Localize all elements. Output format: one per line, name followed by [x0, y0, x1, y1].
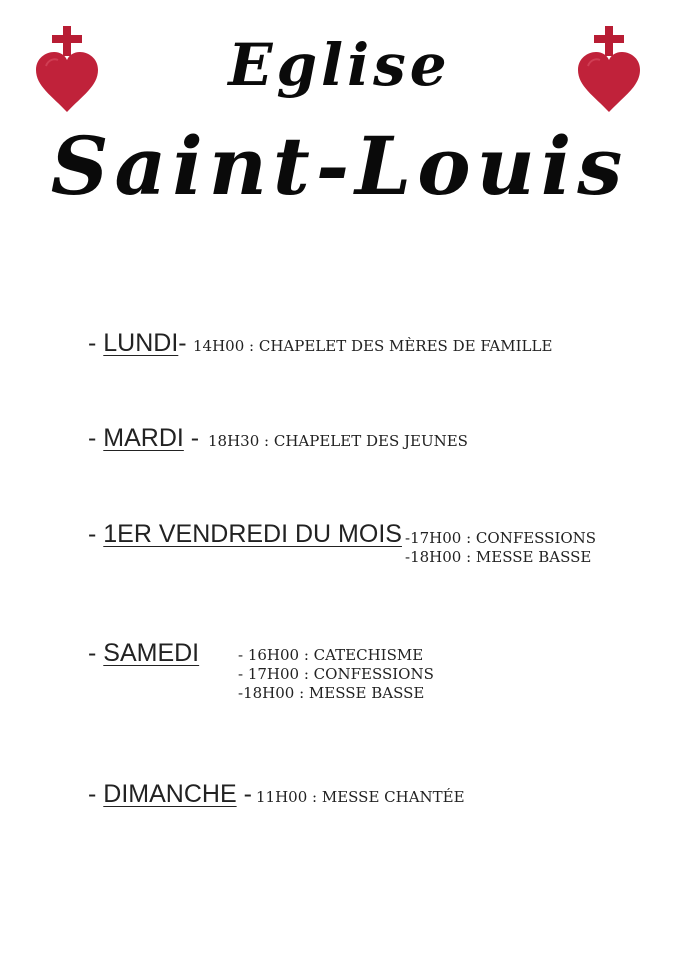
day-label: 1ER VENDREDI DU MOIS: [103, 520, 402, 548]
time-entry: -18H00 : MESSE BASSE: [405, 548, 592, 566]
row-suffix: -: [178, 329, 187, 357]
day-label: SAMEDI: [103, 639, 200, 667]
schedule-row-lundi: [88, 329, 187, 358]
time-entry: 11H00 : MESSE CHANTÉE: [256, 788, 465, 806]
time-entry: -17H00 : CONFESSIONS: [405, 529, 597, 547]
time-entry: 18H30 : CHAPELET DES JEUNES: [208, 432, 468, 450]
day-label: MARDI: [103, 424, 184, 452]
schedule-times-dimanche: [256, 788, 465, 807]
time-entry: - 17H00 : CONFESSIONS: [238, 665, 434, 683]
time-entry: -18H00 : MESSE BASSE: [238, 684, 425, 702]
row-prefix: -: [88, 520, 104, 548]
time-entry: - 16H00 : CATECHISME: [238, 646, 424, 664]
row-prefix: -: [88, 780, 104, 808]
row-prefix: -: [88, 639, 104, 667]
row-suffix: -: [183, 424, 200, 452]
schedule-times-lundi: [193, 337, 552, 356]
day-label: LUNDI: [103, 329, 179, 357]
day-label: DIMANCHE: [103, 780, 237, 808]
schedule-row-vendredi: [88, 520, 402, 549]
schedule-row-dimanche: [88, 780, 252, 809]
church-title-line1: Eglise: [228, 31, 451, 99]
schedule-times-vendredi: [405, 529, 596, 567]
church-title-line2: Saint-Louis: [50, 119, 629, 213]
schedule-times-samedi: [238, 646, 434, 703]
row-prefix: -: [88, 329, 104, 357]
schedule-row-samedi: [88, 639, 199, 668]
schedule-times-mardi: [208, 432, 468, 451]
row-suffix: -: [236, 780, 252, 808]
row-prefix: -: [88, 424, 104, 452]
schedule-row-mardi: [88, 424, 199, 453]
time-entry: 14H00 : CHAPELET DES MÈRES DE FAMILLE: [193, 337, 553, 355]
